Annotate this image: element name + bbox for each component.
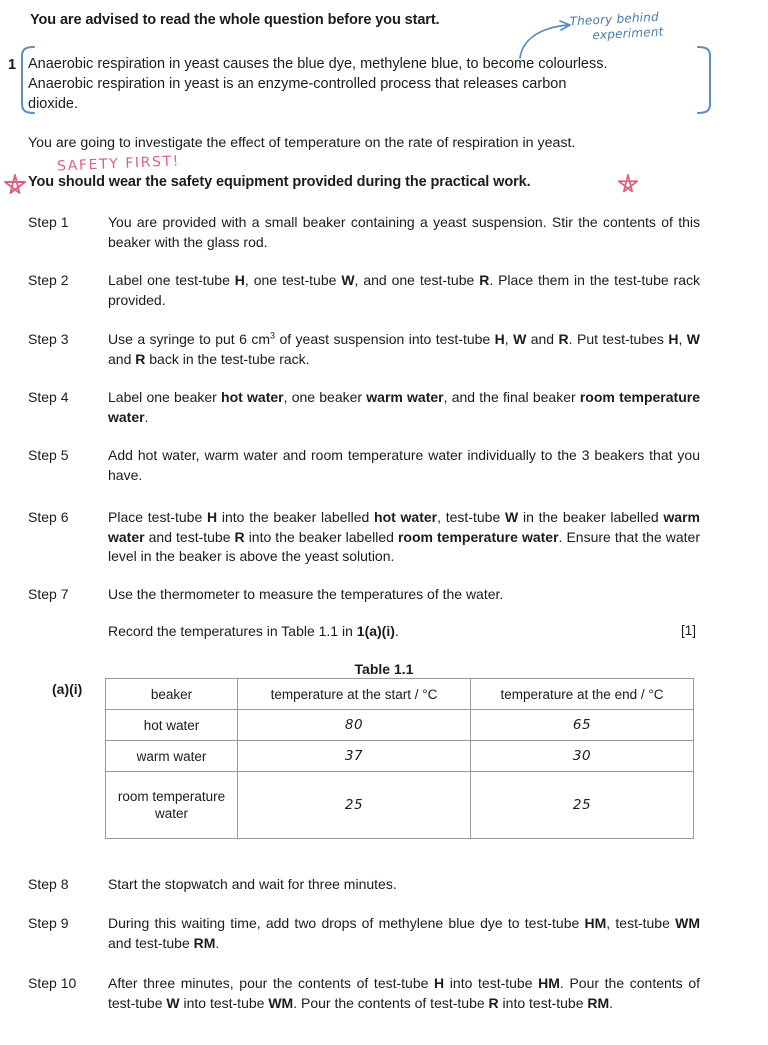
- step-text: Start the stopwatch and wait for three minutes.: [108, 876, 397, 892]
- record-text-tail: .: [394, 623, 399, 639]
- table-title: Table 1.1: [354, 661, 414, 677]
- annotation-theory-line-1: Theory behind: [569, 9, 660, 29]
- header-end-temp: temperature at the end / °C: [471, 679, 694, 710]
- step-item: [28, 213, 700, 252]
- header-start-temp: temperature at the start / °C: [238, 679, 471, 710]
- step-item: [28, 508, 700, 567]
- question-line-1: Anaerobic respiration in yeast causes the blue dye, methylene blue, to become colourless.: [28, 56, 608, 72]
- step-text: You are provided with a small beaker containing a yeast suspension. Stir the contents of this beaker with the glass rod.: [108, 214, 700, 250]
- question-line-2: Anaerobic respiration in yeast is an enzyme-controlled process that releases carbon: [28, 76, 567, 92]
- step-text: Use the thermometer to measure the temperatures of the water.: [108, 586, 504, 602]
- header-beaker: beaker: [106, 679, 238, 710]
- temperature-table: [105, 678, 694, 839]
- step-item: [28, 446, 700, 485]
- annotation-theory-note: [569, 10, 664, 45]
- step-label: Step 3: [28, 331, 69, 347]
- annotation-theory-line-2: experiment: [592, 24, 664, 43]
- investigation-intro: You are going to investigate the effect of temperature on the rate of respiration in yeast.: [28, 135, 576, 151]
- cell-beaker-hot: hot water: [106, 710, 238, 741]
- star-icon-right: [616, 172, 640, 198]
- answer-warm-end[interactable]: 30: [471, 741, 694, 772]
- answer-warm-start[interactable]: 37: [238, 741, 471, 772]
- step-label: Step 2: [28, 272, 69, 288]
- star-icon-left: [2, 172, 28, 200]
- step-label: Step 10: [28, 975, 77, 991]
- step-label: Step 7: [28, 586, 69, 602]
- table-header-row: [106, 679, 694, 710]
- answer-room-end[interactable]: 25: [471, 772, 694, 839]
- table-row: [106, 741, 694, 772]
- step-text: During this waiting time, add two drops of methylene blue dye to test-tube HM, test-tube WM and test-tube RM.: [108, 915, 700, 951]
- table-row: [106, 772, 694, 839]
- answer-hot-start[interactable]: 80: [238, 710, 471, 741]
- step-item: [28, 271, 700, 310]
- step-label: Step 5: [28, 447, 69, 463]
- step-text: Label one test-tube H, one test-tube W, and one test-tube R. Place them in the test-tube rack provided.: [108, 272, 700, 308]
- annotation-safety-note: SAFETY FIRST!: [56, 153, 181, 175]
- step-label: Step 9: [28, 915, 69, 931]
- step-item: [28, 388, 700, 427]
- step-label: Step 1: [28, 214, 69, 230]
- record-text: Record the temperatures in Table 1.1 in: [108, 623, 357, 639]
- step-text: Use a syringe to put 6 $cm^3$ of yeast suspension into test-tube H, W and R. Put test-tubes H, W and R back in the test-tube rack.: [108, 330, 701, 367]
- step-label: Step 8: [28, 876, 69, 892]
- answer-hot-end[interactable]: 65: [471, 710, 694, 741]
- record-reference: 1(a)(i): [356, 623, 395, 639]
- step-text: Place test-tube H into the beaker labelled hot water, test-tube W in the beaker labelled warm water and test-tube R into the beaker labelled room temperature water. Ensure that the water level in the beaker is above the yeast solution.: [108, 509, 700, 564]
- question-line-3: dioxide.: [28, 96, 78, 112]
- step-text: Label one beaker hot water, one beaker warm water, and the final beaker room temperature water.: [108, 389, 700, 425]
- advice-heading: You are advised to read the whole question before you start.: [30, 12, 440, 28]
- table-row: [106, 710, 694, 741]
- step-item: [28, 330, 700, 369]
- annotation-bracket-right: [694, 44, 716, 116]
- question-stem: [28, 54, 696, 114]
- marks-allocation: [1]: [680, 623, 696, 638]
- step-item: [28, 914, 700, 953]
- part-label-a-i: (a)(i): [52, 681, 83, 697]
- step-item: [28, 585, 700, 605]
- cell-beaker-room: room temperature water: [106, 772, 238, 839]
- safety-instruction: You should wear the safety equipment provided during the practical work.: [28, 174, 531, 190]
- step-text: Add hot water, warm water and room temperature water individually to the 3 beakers that you have.: [108, 447, 700, 483]
- answer-room-start[interactable]: 25: [238, 772, 471, 839]
- annotation-arrow-icon: [516, 12, 582, 60]
- record-instruction: [108, 623, 696, 639]
- step-item: [28, 974, 700, 1013]
- step-label: Step 4: [28, 389, 69, 405]
- cell-beaker-warm: warm water: [106, 741, 238, 772]
- step-label: Step 6: [28, 509, 69, 525]
- step-text: After three minutes, pour the contents of test-tube H into test-tube HM. Pour the contents of test-tube W into test-tube WM. Pour the contents of test-tube R into test-tube RM.: [108, 975, 700, 1011]
- question-number: 1: [8, 57, 17, 73]
- step-item: [28, 875, 700, 895]
